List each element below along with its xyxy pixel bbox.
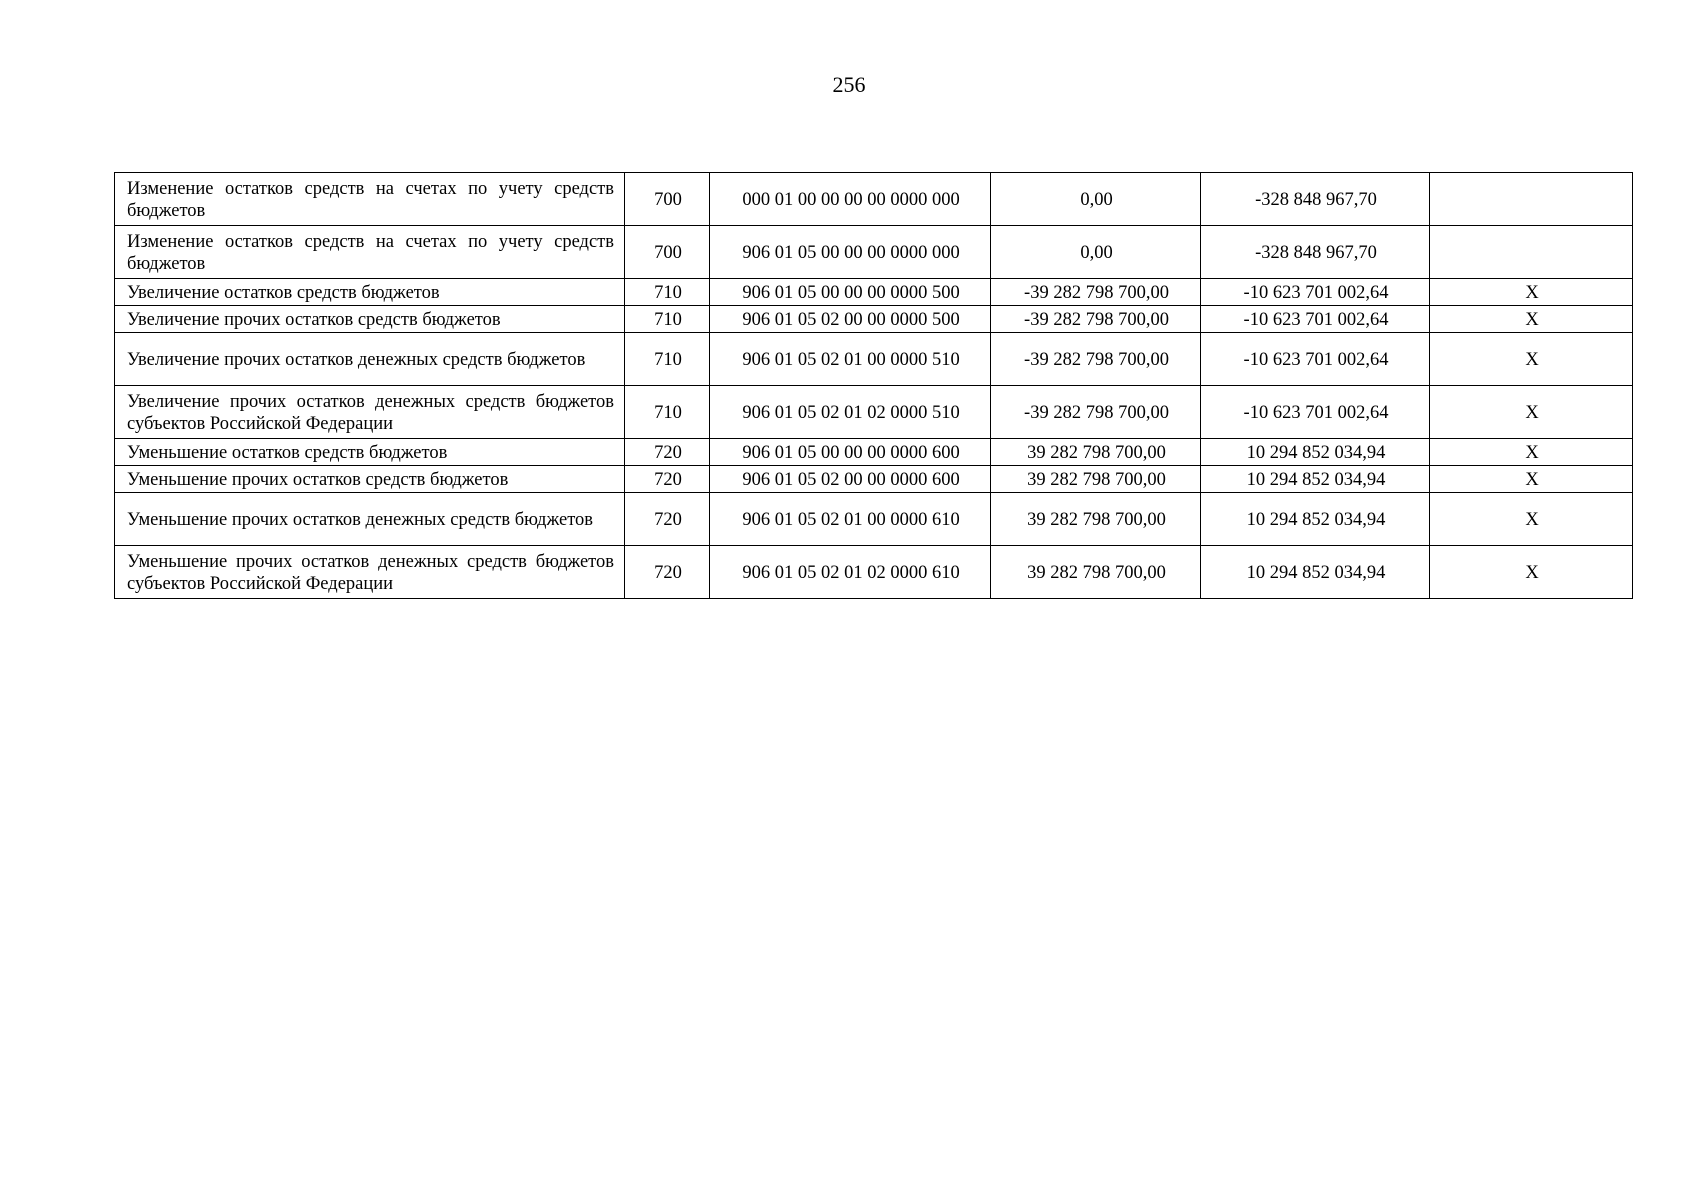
table-row [115, 279, 1633, 306]
approved-amount-cell: -39 282 798 700,00 [991, 333, 1201, 386]
line-code-cell: 700 [625, 226, 710, 279]
unexecuted-amount-cell: X [1430, 279, 1633, 306]
table-row [115, 333, 1633, 386]
table-row [115, 306, 1633, 333]
row-name-cell: Увеличение остатков средств бюджетов [115, 279, 625, 306]
budget-balances-table [114, 172, 1633, 599]
approved-amount-cell: -39 282 798 700,00 [991, 386, 1201, 439]
table-row [115, 173, 1633, 226]
line-code-cell: 720 [625, 493, 710, 546]
row-name-cell: Изменение остатков средств на счетах по учету средств бюджетов [115, 226, 625, 279]
classification-code-cell: 906 01 05 00 00 00 0000 600 [710, 439, 991, 466]
executed-amount-cell: -10 623 701 002,64 [1201, 306, 1430, 333]
row-name-cell: Уменьшение прочих остатков денежных средств бюджетов субъектов Российской Федерации [115, 546, 625, 599]
row-name-cell: Изменение остатков средств на счетах по учету средств бюджетов [115, 173, 625, 226]
unexecuted-amount-cell: X [1430, 546, 1633, 599]
approved-amount-cell: -39 282 798 700,00 [991, 279, 1201, 306]
line-code-cell: 700 [625, 173, 710, 226]
classification-code-cell: 906 01 05 00 00 00 0000 000 [710, 226, 991, 279]
unexecuted-amount-cell: X [1430, 466, 1633, 493]
classification-code-cell: 000 01 00 00 00 00 0000 000 [710, 173, 991, 226]
approved-amount-cell: 39 282 798 700,00 [991, 466, 1201, 493]
table-row [115, 493, 1633, 546]
unexecuted-amount-cell [1430, 173, 1633, 226]
unexecuted-amount-cell: X [1430, 306, 1633, 333]
executed-amount-cell: 10 294 852 034,94 [1201, 493, 1430, 546]
line-code-cell: 710 [625, 386, 710, 439]
executed-amount-cell: 10 294 852 034,94 [1201, 466, 1430, 493]
classification-code-cell: 906 01 05 02 01 02 0000 610 [710, 546, 991, 599]
unexecuted-amount-cell [1430, 226, 1633, 279]
row-name-cell: Увеличение прочих остатков денежных средств бюджетов [115, 333, 625, 386]
unexecuted-amount-cell: X [1430, 493, 1633, 546]
executed-amount-cell: -328 848 967,70 [1201, 226, 1430, 279]
executed-amount-cell: 10 294 852 034,94 [1201, 439, 1430, 466]
row-name-cell: Увеличение прочих остатков денежных средств бюджетов субъектов Российской Федерации [115, 386, 625, 439]
table-row [115, 386, 1633, 439]
line-code-cell: 710 [625, 279, 710, 306]
executed-amount-cell: -328 848 967,70 [1201, 173, 1430, 226]
row-name-cell: Увеличение прочих остатков средств бюджетов [115, 306, 625, 333]
classification-code-cell: 906 01 05 02 00 00 0000 500 [710, 306, 991, 333]
unexecuted-amount-cell: X [1430, 333, 1633, 386]
classification-code-cell: 906 01 05 02 01 02 0000 510 [710, 386, 991, 439]
line-code-cell: 710 [625, 333, 710, 386]
unexecuted-amount-cell: X [1430, 439, 1633, 466]
classification-code-cell: 906 01 05 02 01 00 0000 610 [710, 493, 991, 546]
row-name-cell: Уменьшение прочих остатков средств бюджетов [115, 466, 625, 493]
table-row [115, 226, 1633, 279]
executed-amount-cell: -10 623 701 002,64 [1201, 333, 1430, 386]
line-code-cell: 720 [625, 439, 710, 466]
row-name-cell: Уменьшение прочих остатков денежных средств бюджетов [115, 493, 625, 546]
classification-code-cell: 906 01 05 02 01 00 0000 510 [710, 333, 991, 386]
line-code-cell: 720 [625, 466, 710, 493]
row-name-cell: Уменьшение остатков средств бюджетов [115, 439, 625, 466]
approved-amount-cell: -39 282 798 700,00 [991, 306, 1201, 333]
unexecuted-amount-cell: X [1430, 386, 1633, 439]
line-code-cell: 720 [625, 546, 710, 599]
approved-amount-cell: 0,00 [991, 173, 1201, 226]
executed-amount-cell: -10 623 701 002,64 [1201, 386, 1430, 439]
approved-amount-cell: 0,00 [991, 226, 1201, 279]
executed-amount-cell: -10 623 701 002,64 [1201, 279, 1430, 306]
approved-amount-cell: 39 282 798 700,00 [991, 439, 1201, 466]
approved-amount-cell: 39 282 798 700,00 [991, 546, 1201, 599]
table-row [115, 439, 1633, 466]
executed-amount-cell: 10 294 852 034,94 [1201, 546, 1430, 599]
table-row [115, 546, 1633, 599]
page-number: 256 [832, 72, 866, 97]
line-code-cell: 710 [625, 306, 710, 333]
classification-code-cell: 906 01 05 00 00 00 0000 500 [710, 279, 991, 306]
table-row [115, 466, 1633, 493]
classification-code-cell: 906 01 05 02 00 00 0000 600 [710, 466, 991, 493]
approved-amount-cell: 39 282 798 700,00 [991, 493, 1201, 546]
